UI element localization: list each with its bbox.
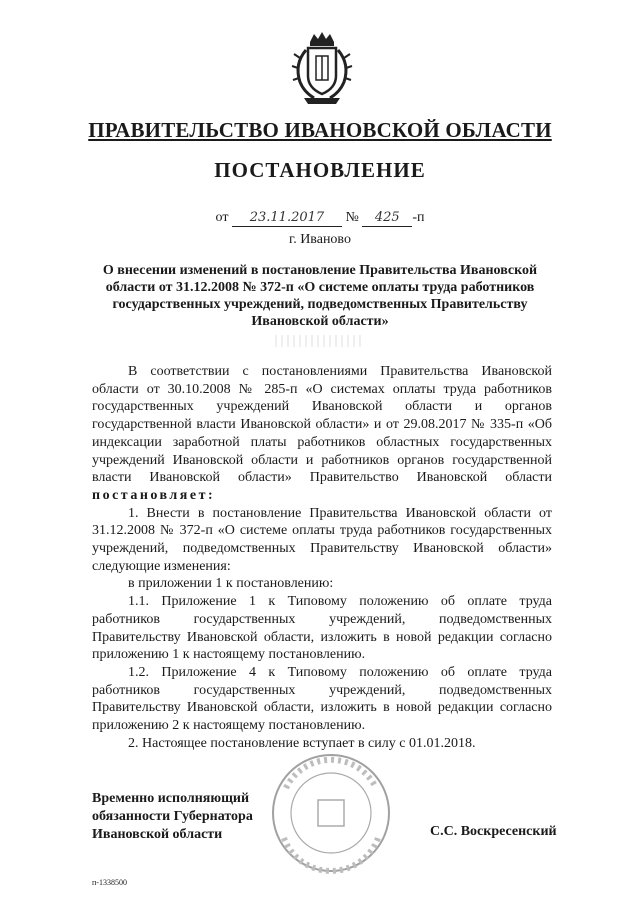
scan-smudge [275, 335, 365, 347]
preamble-paragraph [92, 363, 552, 505]
number-suffix: -п [412, 210, 425, 225]
item-1-sub: в приложении 1 к постановлению: [128, 576, 334, 592]
signer-position-line-3: Ивановской области [92, 827, 223, 842]
date-number-line [0, 210, 640, 227]
item-1-1: 1.1. Приложение 1 к Типовому положению об оплате труда работников государственных учреждений, подведомственных Правительству Ивановской области, изложить в новой редакции согласно приложению 1 к настоящему постановлению. [92, 594, 552, 663]
date-prefix: от [215, 210, 229, 225]
organization-title: ПРАВИТЕЛЬСТВО ИВАНОВСКОЙ ОБЛАСТИ [88, 118, 552, 142]
resolves-word: постановляет: [92, 487, 216, 503]
item-1: 1. Внести в постановление Правительства Ивановской области от 31.12.2008 № 372-п «О системе оплаты труда работников государственных учреждений, подведомственных Правительству Ивановской области» следующие изменения: [92, 505, 552, 574]
number-sign: № [345, 210, 359, 225]
signer-position-line-2: обязанности Губернатора [92, 809, 253, 824]
number-field [362, 210, 412, 227]
date-field [232, 210, 342, 227]
coat-of-arms-icon [290, 30, 354, 106]
date-value: 23.11.2017 [249, 210, 325, 225]
document-subject: О внесении изменений в постановление Правительства Ивановской области от 31.12.2008 № 372-п «О системе оплаты труда работников государственных учреждений, подведомственных Правительству Ивановской области» [102, 263, 538, 329]
signer-name: С.С. Воскресенский [430, 824, 557, 839]
footer-code: п-1338500 [92, 878, 127, 887]
document-body [92, 363, 552, 752]
official-seal-icon [256, 748, 406, 878]
item-1-2: 1.2. Приложение 4 к Типовому положению об оплате труда работников государственных учреждений, подведомственных Правительству Ивановской области, изложить в новой редакции согласно приложению 2 к настоящему постановлению. [92, 664, 552, 734]
item-2: 2. Настоящее постановление вступает в силу с 01.01.2018. [128, 735, 476, 751]
city: г. Иваново [289, 232, 351, 247]
number-value: 425 [374, 210, 400, 225]
document-type: ПОСТАНОВЛЕНИЕ [214, 158, 426, 182]
signer-position-line-1: Временно исполняющий [92, 791, 250, 806]
signer-position [92, 790, 253, 844]
preamble-text: В соответствии с постановлениями Правительства Ивановской области от 30.10.2008 № 285-п «О системах оплаты труда работников государственных учреждений Ивановской области и органов государственной власти Ивановской области» и от 29.08.2017 № 335-п «Об индексации заработной платы работников областных государственных учреждений Ивановской области и работников органов государственной власти Ивановской области» Правительство Ивановской области [92, 364, 552, 486]
